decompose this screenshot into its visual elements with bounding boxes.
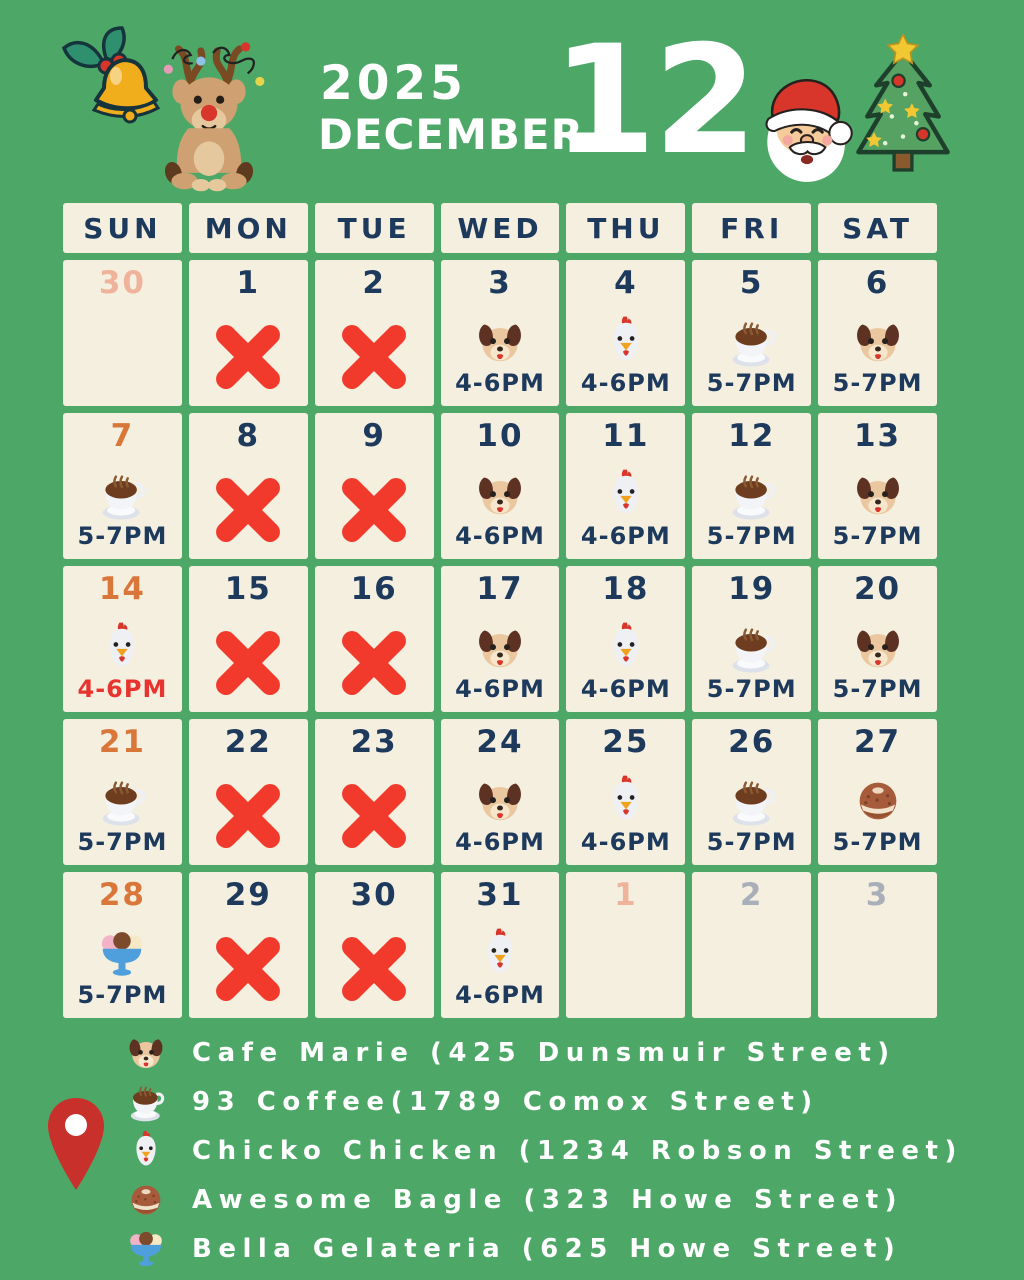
weekday-header-sun: SUN: [63, 203, 182, 253]
event-time: 5-7PM: [832, 522, 923, 550]
weekday-header-sat: SAT: [818, 203, 937, 253]
day-number: 11: [602, 418, 650, 454]
legend-label: 93 Coffee(1789 Comox Street): [192, 1087, 819, 1117]
chicken-icon: [472, 926, 528, 982]
chicken-icon: [124, 1129, 168, 1173]
reindeer-icon: [148, 34, 270, 198]
coffee-cup-icon: [94, 773, 150, 829]
red-x-icon: [201, 769, 295, 863]
red-x-icon: [327, 310, 421, 404]
event-time: 5-7PM: [77, 828, 168, 856]
event-time: 5-7PM: [832, 369, 923, 397]
christmas-tree-icon: [836, 34, 970, 190]
coffee-cup-icon: [724, 773, 780, 829]
day-number: 19: [728, 571, 776, 607]
event-time: 4-6PM: [455, 828, 545, 856]
coffee-cup-icon: [724, 467, 780, 523]
chicken-icon: [94, 620, 150, 676]
day-cell-25: [566, 719, 685, 865]
month-label: DECEMBER: [318, 110, 584, 159]
day-number: 2: [739, 877, 764, 913]
day-number: 21: [98, 724, 146, 760]
day-number: 8: [236, 418, 261, 454]
red-x-icon: [327, 616, 421, 710]
dog-icon: [850, 314, 906, 370]
dog-icon: [850, 467, 906, 523]
day-number: 25: [602, 724, 650, 760]
ice-cream-icon: [94, 926, 150, 982]
event-time: 5-7PM: [706, 675, 797, 703]
event-time: 4-6PM: [77, 675, 168, 703]
day-cell-22: [189, 719, 308, 865]
day-cell-30: [315, 872, 434, 1018]
day-cell-21: [63, 719, 182, 865]
event-time: 4-6PM: [580, 369, 671, 397]
weekday-header-tue: TUE: [315, 203, 434, 253]
red-x-icon: [201, 463, 295, 557]
day-number: 4: [614, 265, 638, 301]
day-number: 3: [488, 265, 512, 301]
weekday-header-fri: FRI: [692, 203, 811, 253]
bagel-icon: [124, 1178, 168, 1222]
chicken-icon: [598, 620, 654, 676]
coffee-cup-icon: [724, 620, 780, 676]
day-cell-11: [566, 413, 685, 559]
event-time: 4-6PM: [580, 828, 671, 856]
legend-label: Bella Gelateria (625 Howe Street): [192, 1234, 902, 1264]
day-cell-2: [315, 260, 434, 406]
day-number: 5: [739, 265, 764, 301]
red-x-icon: [327, 922, 421, 1016]
day-number: 30: [98, 265, 146, 301]
day-cell-9: [315, 413, 434, 559]
event-time: 4-6PM: [455, 675, 545, 703]
day-number: 30: [350, 877, 398, 913]
day-number: 26: [728, 724, 776, 760]
event-time: 5-7PM: [832, 828, 923, 856]
weekday-header-mon: MON: [189, 203, 308, 253]
day-cell-2: [692, 872, 811, 1018]
day-cell-3: [818, 872, 937, 1018]
coffee-cup-icon: [124, 1080, 168, 1124]
day-number: 23: [350, 724, 398, 760]
day-cell-1: [566, 872, 685, 1018]
event-time: 4-6PM: [455, 522, 545, 550]
day-number: 12: [728, 418, 776, 454]
day-number: 20: [853, 571, 902, 607]
day-cell-6: [818, 260, 937, 406]
day-number: 7: [110, 418, 135, 454]
chicken-icon: [598, 773, 654, 829]
legend-row: [124, 1228, 1024, 1270]
legend-row: [124, 1130, 1024, 1172]
day-cell-27: [818, 719, 937, 865]
day-number: 2: [362, 265, 386, 301]
red-x-icon: [201, 310, 295, 404]
day-number: 1: [614, 877, 638, 913]
day-cell-30: [63, 260, 182, 406]
day-number: 10: [476, 418, 524, 454]
dog-icon: [472, 620, 528, 676]
event-time: 4-6PM: [455, 369, 545, 397]
legend-row: [124, 1179, 1024, 1221]
event-time: 5-7PM: [832, 675, 923, 703]
day-cell-10: [441, 413, 560, 559]
red-x-icon: [327, 769, 421, 863]
day-cell-28: [63, 872, 182, 1018]
day-number: 24: [476, 724, 524, 760]
day-number: 22: [224, 724, 272, 760]
day-cell-26: [692, 719, 811, 865]
event-time: 4-6PM: [580, 522, 671, 550]
legend: [0, 1032, 1024, 1277]
year-label: 2025: [320, 56, 467, 111]
chicken-icon: [598, 467, 654, 523]
weekday-header-thu: THU: [566, 203, 685, 253]
day-cell-23: [315, 719, 434, 865]
day-number: 29: [224, 877, 272, 913]
legend-row: [124, 1032, 1024, 1074]
day-cell-12: [692, 413, 811, 559]
legend-row: [124, 1081, 1024, 1123]
day-cell-14: [63, 566, 182, 712]
legend-label: Cafe Marie (425 Dunsmuir Street): [192, 1038, 896, 1068]
event-time: 5-7PM: [706, 369, 797, 397]
red-x-icon: [327, 463, 421, 557]
day-cell-29: [189, 872, 308, 1018]
day-number: 6: [865, 265, 890, 301]
event-time: 5-7PM: [706, 828, 797, 856]
day-number: 16: [350, 571, 398, 607]
day-cell-17: [441, 566, 560, 712]
day-cell-5: [692, 260, 811, 406]
day-cell-1: [189, 260, 308, 406]
event-time: 5-7PM: [77, 981, 168, 1009]
day-number: 31: [476, 877, 524, 913]
day-cell-13: [818, 413, 937, 559]
day-number: 13: [853, 418, 902, 454]
day-cell-31: [441, 872, 560, 1018]
day-number: 3: [865, 877, 890, 913]
dog-icon: [850, 620, 906, 676]
chicken-icon: [598, 314, 654, 370]
map-pin-icon: [46, 1094, 106, 1194]
day-number: 9: [362, 418, 386, 454]
day-number: 18: [602, 571, 650, 607]
coffee-cup-icon: [94, 467, 150, 523]
day-cell-20: [818, 566, 937, 712]
event-time: 5-7PM: [706, 522, 797, 550]
red-x-icon: [201, 922, 295, 1016]
calendar-grid: [63, 203, 937, 1018]
day-cell-18: [566, 566, 685, 712]
day-cell-16: [315, 566, 434, 712]
event-time: 5-7PM: [77, 522, 168, 550]
dog-icon: [472, 467, 528, 523]
dog-icon: [472, 773, 528, 829]
dog-icon: [124, 1031, 168, 1075]
day-cell-8: [189, 413, 308, 559]
ice-cream-icon: [124, 1227, 168, 1271]
bagel-icon: [850, 773, 906, 829]
day-number: 17: [476, 571, 524, 607]
day-number: 27: [853, 724, 902, 760]
day-number: 28: [98, 877, 146, 913]
weekday-header-wed: WED: [441, 203, 560, 253]
day-cell-4: [566, 260, 685, 406]
day-cell-15: [189, 566, 308, 712]
month-number: 12: [552, 14, 755, 188]
dog-icon: [472, 314, 528, 370]
event-time: 4-6PM: [580, 675, 671, 703]
red-x-icon: [201, 616, 295, 710]
legend-label: Awesome Bagle (323 Howe Street): [192, 1185, 904, 1215]
day-number: 15: [224, 571, 272, 607]
day-cell-3: [441, 260, 560, 406]
day-cell-7: [63, 413, 182, 559]
legend-label: Chicko Chicken (1234 Robson Street): [192, 1136, 963, 1166]
day-number: 14: [98, 571, 146, 607]
day-cell-19: [692, 566, 811, 712]
coffee-cup-icon: [724, 314, 780, 370]
event-time: 4-6PM: [455, 981, 545, 1009]
day-number: 1: [236, 265, 261, 301]
day-cell-24: [441, 719, 560, 865]
